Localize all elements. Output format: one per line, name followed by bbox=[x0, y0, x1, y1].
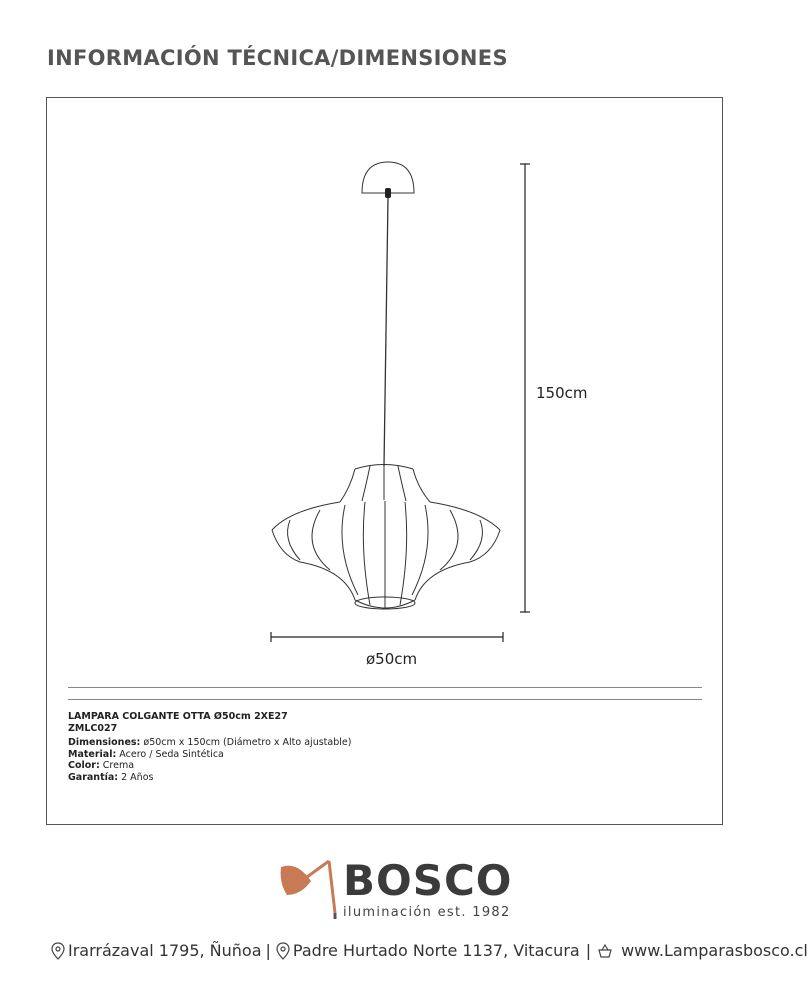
spec-color: Color: Crema bbox=[68, 760, 135, 771]
diameter-dimension-line bbox=[271, 632, 503, 642]
website-link[interactable]: www.Lamparasbosco.cl bbox=[621, 941, 808, 960]
divider-bottom bbox=[68, 699, 702, 700]
product-info bbox=[68, 711, 351, 783]
spec-material: Material: Acero / Seda Sintética bbox=[68, 748, 224, 760]
spec-dimensions: Dimensiones: ø50cm x 150cm (Diámetro x Alto ajustable) bbox=[68, 737, 352, 748]
footer bbox=[50, 941, 808, 960]
location-pin-icon bbox=[275, 942, 291, 960]
location-pin-icon bbox=[50, 942, 66, 960]
brand-name: BOSCO bbox=[343, 856, 513, 905]
height-label: 150cm bbox=[536, 384, 588, 402]
spec-warranty: Garantía: 2 Años bbox=[68, 771, 154, 783]
cable-grip bbox=[385, 188, 391, 198]
divider-top bbox=[68, 687, 702, 688]
diameter-label: ø50cm bbox=[366, 650, 418, 668]
shopping-basket-icon bbox=[597, 942, 613, 960]
address-vitacura: Padre Hurtado Norte 1137, Vitacura bbox=[292, 941, 580, 960]
suspension-cable bbox=[384, 198, 388, 466]
address-nunoa: Irarrázaval 1795, Ñuñoa bbox=[68, 941, 262, 960]
page-title: INFORMACIÓN TÉCNICA/DIMENSIONES bbox=[47, 46, 508, 70]
footer-separator: | bbox=[265, 941, 271, 960]
footer-separator: | bbox=[585, 941, 592, 960]
brand-tagline: iluminación est. 1982 bbox=[343, 905, 511, 920]
product-name: LAMPARA COLGANTE OTTA Ø50cm 2XE27 bbox=[68, 711, 288, 722]
lamp-shade bbox=[272, 465, 500, 610]
product-code: ZMLC027 bbox=[68, 722, 118, 734]
height-dimension-line bbox=[520, 164, 530, 612]
